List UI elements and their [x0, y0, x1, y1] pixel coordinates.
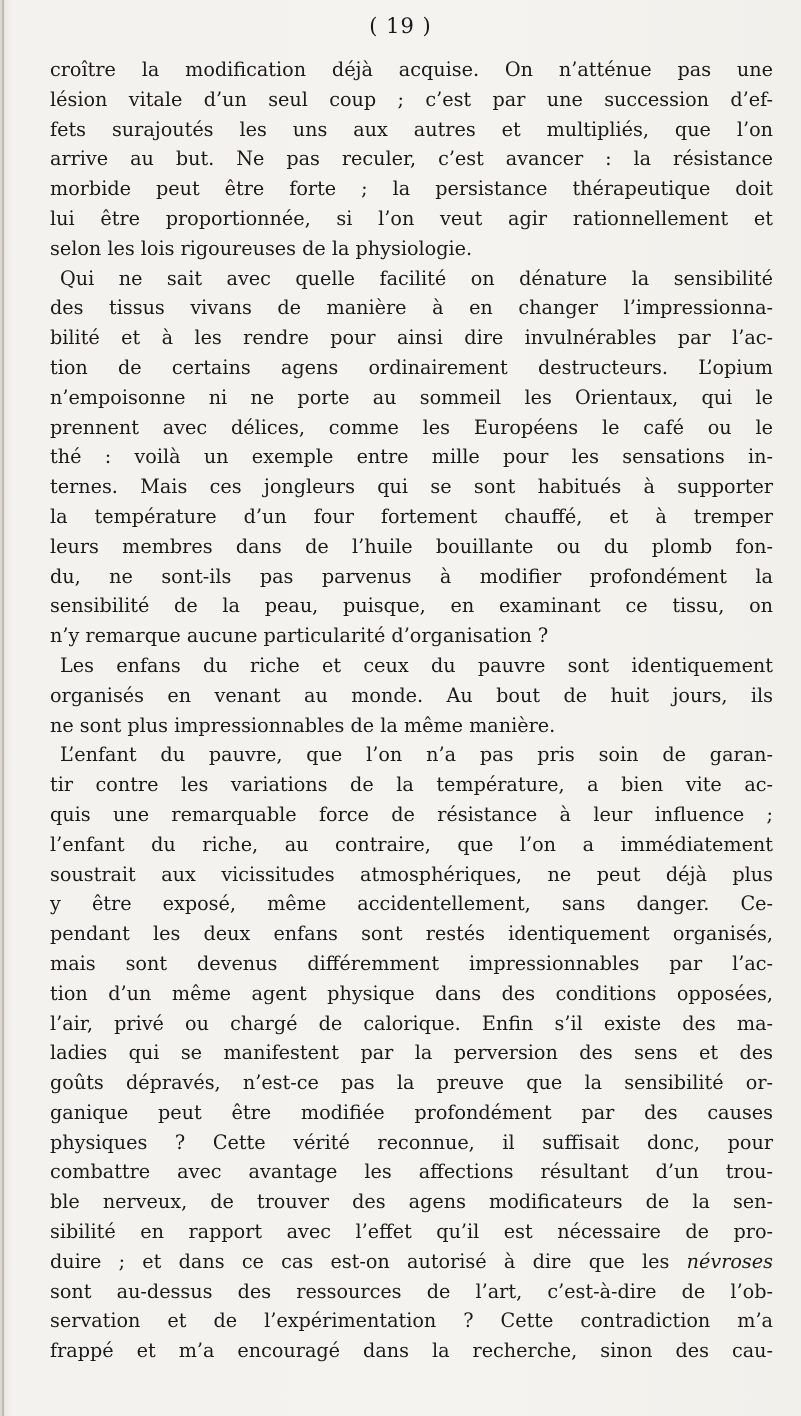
text-line: croître la modification déjà acquise. On n’atténue pas une: [50, 58, 773, 81]
text-line: organisés en venant au monde. Au bout de huit jours, ils: [50, 683, 773, 707]
text-line: selon les lois rigoureuses de la physiologie.: [50, 236, 473, 260]
text-line: la température d’un four fortement chauffé, et à tremper: [50, 504, 773, 528]
text-line: l’air, privé ou chargé de calorique. Enfin s’il existe des ma-: [50, 1011, 773, 1035]
text-line: ternes. Mais ces jongleurs qui se sont habitués à supporter: [50, 475, 773, 499]
text-line: tion d’un même agent physique dans des conditions opposées,: [50, 981, 773, 1005]
text-line: Les enfans du riche et ceux du pauvre sont identiquement: [60, 653, 773, 677]
text-line: n’y remarque aucune particularité d’organisation ?: [50, 624, 549, 648]
text-line: prennent avec délices, comme les Européens le café ou le: [50, 415, 773, 439]
body-text: [50, 55, 773, 1366]
text-line: frappé et m’a encouragé dans la recherche, sinon des cau-: [50, 1339, 773, 1363]
text-line: physiques ? Cette vérité reconnue, il suffisait donc, pour: [50, 1130, 773, 1154]
text-line: du, ne sont-ils pas parvenus à modifier profondément la: [50, 564, 773, 588]
text-line: sont au-dessus des ressources de l’art, c’est-à-dire de l’ob-: [50, 1279, 773, 1303]
text-segment: duire ; et dans ce cas est-on autorisé à dire que les: [50, 1249, 670, 1273]
text-line: l’enfant du riche, au contraire, que l’on a immédiatement: [50, 832, 773, 856]
text-line: soustrait aux vicissitudes atmosphériques, ne peut déjà plus: [50, 862, 773, 886]
text-line: L’enfant du pauvre, que l’on n’a pas pris soin de garan-: [60, 743, 773, 767]
text-line: sensibilité de la peau, puisque, en examinant ce tissu, on: [50, 594, 773, 618]
text-line: morbide peut être forte ; la persistance thérapeutique doit: [50, 177, 773, 201]
text-line: servation et de l’expérimentation ? Cette contradiction m’a: [50, 1309, 773, 1333]
text-line: ble nerveux, de trouver des agens modificateurs de la sen-: [50, 1190, 773, 1214]
text-line: ne sont plus impressionnables de la même manière.: [50, 713, 556, 737]
text-line: leurs membres dans de l’huile bouillante ou du plomb fon-: [50, 534, 773, 558]
text-line: quis une remarquable force de résistance à leur influence ;: [50, 802, 773, 826]
italic-word: névroses: [686, 1249, 773, 1273]
text-line: ganique peut être modifiée profondément par des causes: [50, 1100, 773, 1124]
text-line: lui être proportionnée, si l’on veut agir rationnellement et: [50, 206, 773, 230]
binding-edge: [2, 0, 4, 1416]
text-line: mais sont devenus différemment impressionnables par l’ac-: [50, 951, 773, 975]
text-line: arrive au but. Ne pas reculer, c’est avancer : la résistance: [50, 147, 773, 171]
text-line: tion de certains agens ordinairement destructeurs. L’opium: [50, 355, 773, 379]
text-line: lésion vitale d’un seul coup ; c’est par une succession d’ef-: [50, 87, 773, 111]
text-line: n’empoisonne ni ne porte au sommeil les Orientaux, qui le: [50, 385, 773, 409]
text-line: ladies qui se manifestent par la perversion des sens et des: [50, 1041, 773, 1065]
text-line-with-italic: [50, 1247, 773, 1277]
text-line: Qui ne sait avec quelle facilité on dénature la sensibilité: [60, 266, 773, 290]
text-line: sibilité en rapport avec l’effet qu’il est nécessaire de pro-: [50, 1220, 773, 1244]
text-line: bilité et à les rendre pour ainsi dire invulnérables par l’ac-: [50, 326, 773, 350]
text-line: des tissus vivans de manière à en changer l’impressionna-: [50, 296, 773, 320]
text-line: pendant les deux enfans sont restés identiquement organisés,: [50, 922, 773, 946]
page-number: ( 19 ): [369, 14, 432, 38]
text-line: tir contre les variations de la température, a bien vite ac-: [50, 773, 773, 797]
text-line: combattre avec avantage les affections résultant d’un trou-: [50, 1160, 773, 1184]
text-line: y être exposé, même accidentellement, sans danger. Ce-: [50, 892, 773, 916]
text-line: fets surajoutés les uns aux autres et multipliés, que l’on: [50, 117, 773, 141]
text-line: goûts dépravés, n’est-ce pas la preuve que la sensibilité or-: [50, 1071, 773, 1095]
text-line: thé : voilà un exemple entre mille pour les sensations in-: [50, 445, 773, 469]
